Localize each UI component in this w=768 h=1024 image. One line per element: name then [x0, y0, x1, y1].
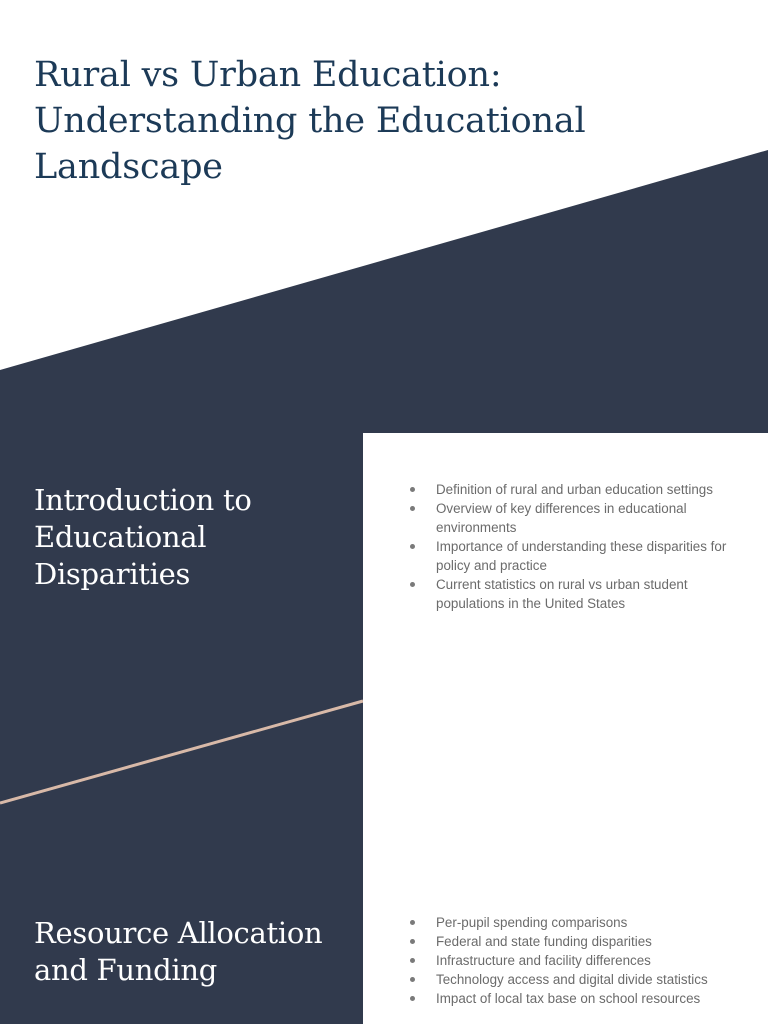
bullet-item: Current statistics on rural vs urban student populations in the United States [436, 575, 736, 613]
page-title: Rural vs Urban Education: Understanding the Educational Landscape [34, 55, 586, 187]
section-heading-introduction: Introduction to Educational Disparities [34, 483, 252, 591]
bullet-item: Technology access and digital divide statistics [436, 970, 736, 989]
bullet-item: Overview of key differences in educational environments [436, 499, 736, 537]
bullet-item: Impact of local tax base on school resources [436, 989, 736, 1008]
bullet-item: Importance of understanding these disparities for policy and practice [436, 537, 736, 575]
bullet-list-introduction [436, 480, 736, 613]
bullet-list-resource-allocation [436, 913, 736, 1008]
bullet-item: Per-pupil spending comparisons [436, 913, 736, 932]
bullet-item: Infrastructure and facility differences [436, 951, 736, 970]
section-heading-resource-allocation: Resource Allocation and Funding [34, 916, 323, 987]
bullet-item: Definition of rural and urban education settings [436, 480, 736, 499]
bullet-item: Federal and state funding disparities [436, 932, 736, 951]
